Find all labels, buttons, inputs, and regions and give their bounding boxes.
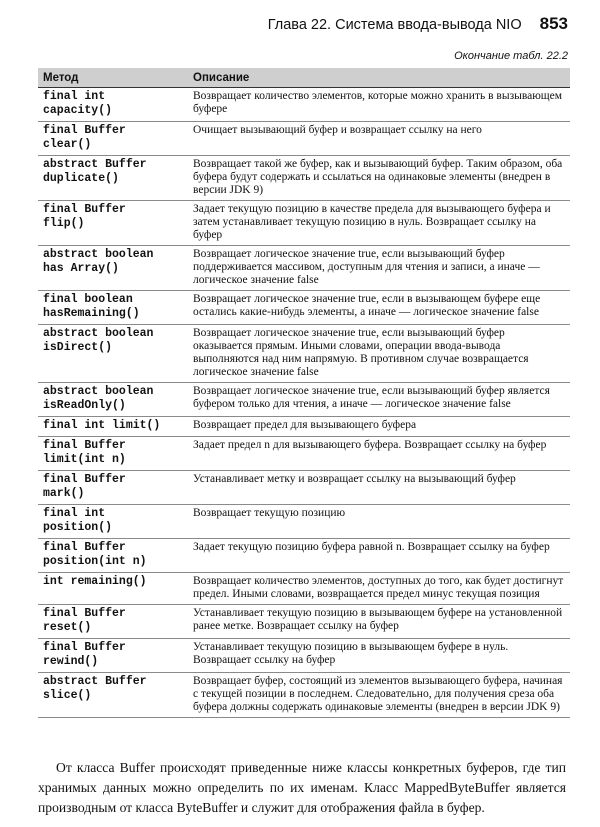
method-cell: final Buffer clear() [38,122,188,156]
table-row [38,325,570,383]
table-row [38,88,570,122]
column-header-method: Метод [38,68,188,88]
table-row [38,201,570,246]
method-cell: final int capacity() [38,88,188,122]
chapter-title: Глава 22. Система ввода-вывода NIO [267,17,522,33]
description-cell: Задает предел n для вызывающего буфера. Возвращает ссылку на буфер [188,437,570,471]
method-cell: abstract Buffer duplicate() [38,156,188,201]
table-row [38,471,570,505]
table-caption: Окончание табл. 22.2 [454,50,568,62]
table-row [38,437,570,471]
method-cell: final Buffer flip() [38,201,188,246]
method-cell: final int position() [38,505,188,539]
table-row [38,122,570,156]
method-cell: final Buffer position(int n) [38,539,188,573]
description-cell: Возвращает логическое значение true, если вызывающий буфер оказывается прямым. Иными словами, операции ввода-вывода выполняются над ним напрямую. В противном случае возвращается логическое значение false [188,325,570,383]
method-cell: abstract Buffer slice() [38,673,188,718]
method-cell: final boolean hasRemaining() [38,291,188,325]
table-row [38,291,570,325]
table-row [38,539,570,573]
table-header-row [38,68,570,88]
description-cell: Возвращает текущую позицию [188,505,570,539]
table-row [38,505,570,539]
description-cell: Устанавливает текущую позицию в вызывающем буфере в нуль. Возвращает ссылку на буфер [188,639,570,673]
table-row [38,639,570,673]
method-cell: abstract boolean has Array() [38,246,188,291]
table-row [38,246,570,291]
description-cell: Устанавливает метку и возвращает ссылку на вызывающий буфер [188,471,570,505]
method-cell: final Buffer limit(int n) [38,437,188,471]
methods-table [38,68,570,718]
description-cell: Возвращает логическое значение true, если вызывающий буфер поддерживается массивом, доступным для чтения и записи, а иначе — логическое значение false [188,246,570,291]
description-cell: Возвращает количество элементов, доступных до того, как будет достигнут предел. Иными словами, возвращается предел минус текущая позиция [188,573,570,605]
description-cell: Задает текущую позицию в качестве предела для вызывающего буфера и затем устанавливает текущую позицию в нуль. Возвращает ссылку на буфер [188,201,570,246]
method-cell: final Buffer reset() [38,605,188,639]
method-cell: final Buffer rewind() [38,639,188,673]
description-cell: Возвращает логическое значение true, если в вызывающем буфере еще остались какие-нибудь элементы, а иначе — логическое значение false [188,291,570,325]
description-cell: Задает текущую позицию буфера равной n. Возвращает ссылку на буфер [188,539,570,573]
table-row [38,156,570,201]
method-cell: final int limit() [38,417,188,437]
method-cell: abstract boolean isReadOnly() [38,383,188,417]
table-row [38,605,570,639]
table-row [38,383,570,417]
description-cell: Очищает вызывающий буфер и возвращает ссылку на него [188,122,570,156]
column-header-description: Описание [188,68,570,88]
page-number: 853 [539,14,568,33]
description-cell: Устанавливает текущую позицию в вызывающем буфере на установленной ранее метке. Возвращает ссылку на буфер [188,605,570,639]
table-row [38,573,570,605]
description-cell: Возвращает буфер, состоящий из элементов вызывающего буфера, начиная с текущей позиции в последнем. Следовательно, для получения среза оба буфера должны содержать одинаковые элементы (внедрен в версии JDK 9) [188,673,570,718]
running-head [0,14,568,34]
body-paragraph: От класса Buffer происходят приведенные ниже классы конкретных буферов, где тип хранимых данных можно определить по их именам. Класс MappedByteBuffer является производным от класса ByteBuffer и служит для отображения файла в буфер. [38,759,566,815]
table-row [38,673,570,718]
description-cell: Возвращает такой же буфер, как и вызывающий буфер. Таким образом, оба буфера будут содержать и ссылаться на одинаковые элементы (внедрен в версии JDK 9) [188,156,570,201]
description-cell: Возвращает количество элементов, которые можно хранить в вызывающем буфере [188,88,570,122]
description-cell: Возвращает предел для вызывающего буфера [188,417,570,437]
description-cell: Возвращает логическое значение true, если вызывающий буфер является буфером только для чтения, а иначе — логическое значение false [188,383,570,417]
method-cell: abstract boolean isDirect() [38,325,188,383]
method-cell: int remaining() [38,573,188,605]
table-row [38,417,570,437]
method-cell: final Buffer mark() [38,471,188,505]
